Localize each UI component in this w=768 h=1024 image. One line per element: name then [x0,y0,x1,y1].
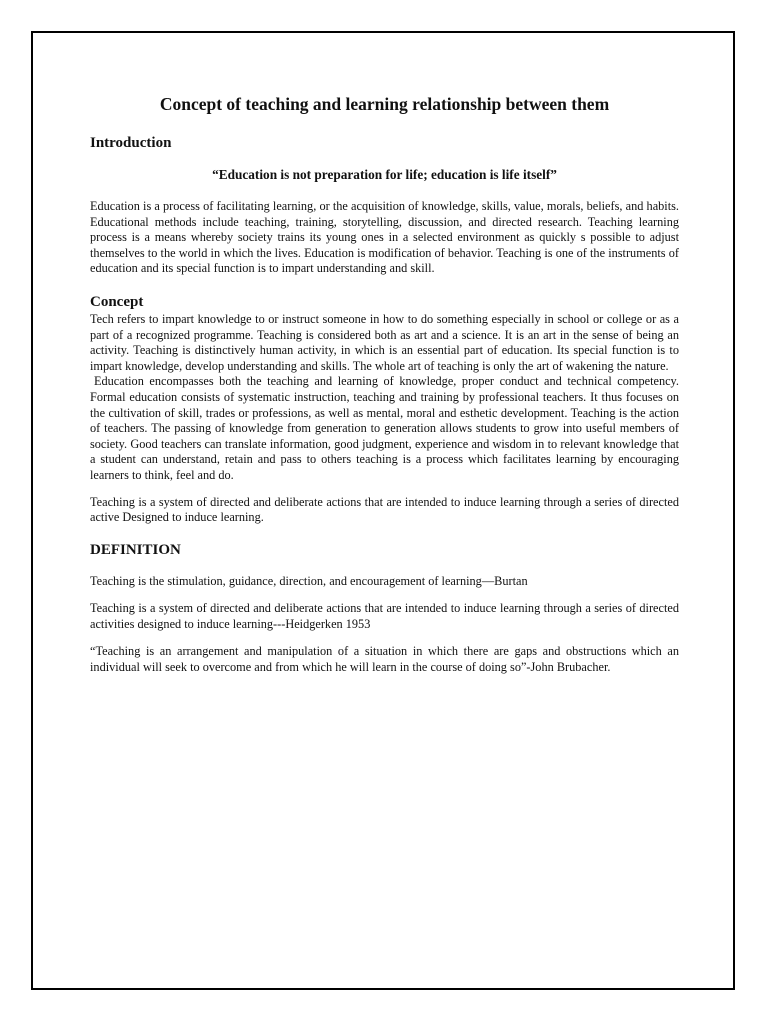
definition-heidgerken: Teaching is a system of directed and deliberate actions that are intended to induce learning through a series of directed activities designed to induce learning---Heidgerken 1953 [90,601,679,631]
definition-brubacher: “Teaching is an arrangement and manipulation of a situation in which there are gaps and obstructions which an individual will seek to overcome and from which he will learn in the course of doing so”-John Brubacher. [90,644,679,675]
concept-paragraph-3: Teaching is a system of directed and deliberate actions that are intended to induce learning through a series of directed active Designed to induce learning. [90,494,679,525]
introduction-heading: Introduction [90,135,172,151]
definition-heading: DEFINITION [90,541,181,558]
introduction-paragraph: Education is a process of facilitating learning, or the acquisition of knowledge, skills, value, morals, beliefs, and habits. Educational methods include teaching, training, storytelling, discussion, and directed research. Teaching learning process is a means whereby society trains its young ones in a selected environment as quickly s possible to adjust themselves to the world in which the lives. Education is modification of behavior. Teaching is one of the instruments of education and its special function is to impart understanding and skill. [90,199,679,276]
concept-paragraph-1: Tech refers to impart knowledge to or instruct someone in how to do something especially in school or college or as a part of a recognized programme. Teaching is considered both as art and a science. It is an art in the sense of being an activity. Teaching is distinctively human activity, in which is an essential part of education. Its special function is to impart knowledge, develop understanding and skills. The whole art of teaching is only the art of wakening the nature. [90,311,679,373]
concept-heading: Concept [90,293,144,310]
document-body [90,92,679,676]
definition-burtan: Teaching is the stimulation, guidance, direction, and encouragement of learning—Burtan [90,573,528,588]
opening-quote: “Education is not preparation for life; education is life itself” [212,167,557,182]
document-title: Concept of teaching and learning relationship between them [159,94,610,114]
concept-paragraph-2: Education encompasses both the teaching and learning of knowledge, proper conduct and technical competency. Formal education consists of systematic instruction, teaching and training by professional teachers. It thus focuses on the cultivation of skill, trades or professions, as well as mental, moral and esthetic development. Teaching is the action of teachers. The passing of knowledge from generation to generation allows students to grow into useful members of society. Good teachers can translate information, good judgment, experience and wisdom in to relevant knowledge that a student can understand, retain and pass to others teaching is a process which facilitates learning by encouraging learners to think, feel and do. [90,374,679,482]
